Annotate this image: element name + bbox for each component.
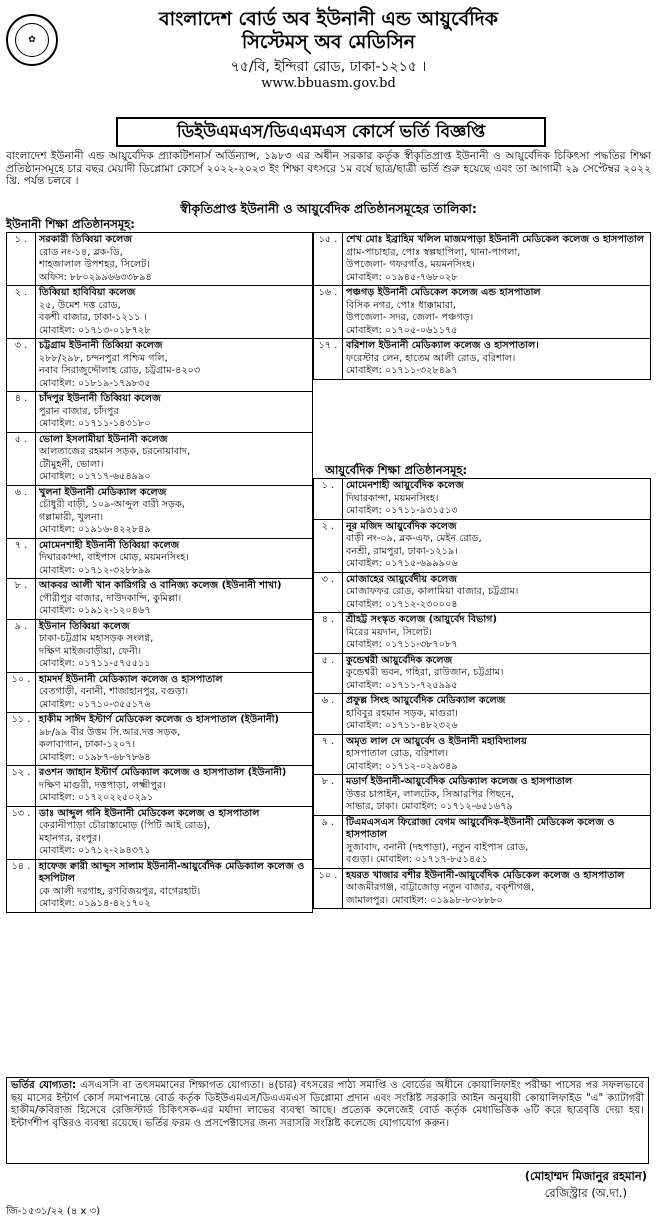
- row-number: ১ .: [314, 479, 343, 520]
- institution-detail: বাড়ী নং-০৯, ব্লক-এফ, মেইন রোড,: [346, 533, 482, 544]
- row-number: ৭ .: [7, 538, 36, 579]
- institution-detail: উত্তর চাপাইন, লালটেক, সিআরপির পিছনে,: [346, 788, 515, 800]
- institution-detail: মোবাইল: ০১৭২০২২৫০২৯১: [39, 792, 154, 803]
- row-number: ৪ .: [314, 613, 343, 654]
- institution-detail: মোবাইল: ০১৭১১-৭২৫৯৯৫: [346, 679, 458, 691]
- table-row: [314, 339, 651, 380]
- institution-name: প্রফুল্ল সিংহ আয়ুর্বেদিক মেডিক্যাল কলেজ: [346, 695, 506, 706]
- table-row: [314, 572, 651, 613]
- row-number: ৬ .: [314, 694, 343, 735]
- table-row: [7, 859, 313, 912]
- unani-section-title: ইউনানী শিক্ষা প্রতিষ্ঠানসমূহ:: [6, 217, 135, 231]
- row-number: ১০ .: [7, 672, 36, 713]
- institution-detail: মোবাইল: ০১৮১৯-১৭৯৮৩৫: [39, 377, 151, 389]
- table-row: [314, 694, 651, 735]
- row-number: ১৭ .: [314, 339, 343, 380]
- org-name-line2: সিস্টেমস্ অব মেডিসিন: [241, 31, 416, 53]
- institution-cell: [343, 339, 651, 380]
- institution-detail: মোজাফফর রোড, কালামিয়া বাজার, চট্টগ্রাম।: [346, 586, 519, 597]
- institution-detail: আলতাজের রহমান সড়ক, চরনোয়াবাদ,: [39, 446, 191, 457]
- institution-name: মোজাহের আয়ুর্বেদীয় কলেজ: [346, 573, 458, 585]
- institution-name: মোমেনশাহী ইউনানী তিব্বিয়া কলেজ: [39, 539, 180, 551]
- institution-detail: মোবাইল: ০১৭১২-৩২৮৮৯৯: [39, 564, 151, 576]
- institution-cell: [36, 286, 313, 339]
- table-row: [7, 485, 313, 538]
- row-number: ১১ .: [7, 713, 36, 766]
- institution-detail: ঢাকা-চট্টগ্রাম মহাসড়ক সংলগ্ন,: [39, 633, 154, 644]
- row-number: ৮ .: [314, 775, 343, 816]
- institution-detail: মোবাইল: ০১৭১২-০২৯৩৪৯: [346, 760, 458, 772]
- table-row: [314, 613, 651, 654]
- institution-detail: টৌমুহনী, ভোলা।: [39, 458, 104, 470]
- institution-detail: দক্ষিণ মাইজবাড়ীয়া, ফেনী।: [39, 645, 142, 657]
- org-address: ৭৫/বি, ইন্দিরা রোড, ঢাকা-১২১৫ ।: [230, 59, 427, 75]
- table-row: [7, 233, 313, 286]
- table-row: [314, 479, 651, 520]
- unani-table-left: [6, 232, 313, 913]
- institution-detail: মোবাইল: ০১৭১৩-০১৮৭২৮: [39, 324, 151, 336]
- row-number: ১৪ .: [7, 859, 36, 912]
- institution-name: ইউনান তিব্বিয়া কলেজ: [39, 620, 130, 632]
- institution-name: কুন্ডেশ্বরী আয়ুর্বেদিক কলেজ: [346, 654, 453, 666]
- institution-cell: [343, 479, 651, 520]
- institution-detail: গ্রাম-পাচাহার, পোঃ স্বল্পছাপিলা, থানা-পাগলা,: [346, 246, 521, 258]
- institution-detail: ফরেস্টার লেন, হাতেম আলী রোড, বরিশাল।: [346, 352, 516, 364]
- table-row: [314, 653, 651, 694]
- institution-detail: অফিস: ৮৮০২৯৯৬৬৩৩৮৯৪: [39, 271, 152, 283]
- signatory-name: (মোহাম্মদ মিজানুর রহমান): [524, 1169, 647, 1183]
- table-row: [7, 286, 313, 339]
- seal-emblem: ✿: [15, 23, 49, 57]
- row-number: ১০ .: [314, 868, 343, 909]
- institution-name: সরকারী তিব্বিয়া কলেজ: [39, 234, 133, 245]
- row-number: ৫ .: [314, 653, 343, 694]
- table-row: [7, 579, 313, 620]
- institution-cell: [36, 233, 313, 286]
- intro-paragraph: বাংলাদেশ ইউনানী এন্ড আয়ুর্বেদিক প্র্যাকটিশনার্স অর্ডিন্যান্স, ১৯৮৩ এর অধীন সরকার কর্তৃক স্বীকৃতিপ্রাপ্ত ইউনানী ও আয়ুর্বেদিক চিকিৎসা পদ্ধতির শিক্ষা প্রতিষ্ঠানসমূহে চার বছর মেয়াদী ডিপ্লোমা কোর্সে ২০২২-২০২৩ ইং শিক্ষা বৎসরে ১ম বর্ষে ছাত্র/ছাত্রী ভর্তি শুরু হয়েছে এবং তা আগামী ২৯ সেপ্টেম্বর ২০২২ খ্রি. পর্যন্ত চলবে ।: [6, 150, 651, 188]
- institution-detail: উপজেলা- গফরগাঁও, ময়মনসিংহ।: [346, 259, 475, 270]
- institution-cell: [343, 286, 651, 339]
- institution-detail: বকশী বাজার, ঢাকা-১২১১ ।: [39, 312, 147, 323]
- institution-cell: [343, 653, 651, 694]
- institution-cell: [36, 766, 313, 807]
- table-row: [314, 519, 651, 572]
- institution-detail: বিসিক নগর, পোঃ ধাক্কামারা,: [346, 299, 456, 311]
- table-row: [7, 619, 313, 672]
- table-row: [7, 339, 313, 392]
- institution-cell: [36, 619, 313, 672]
- row-number: ৫ .: [7, 432, 36, 485]
- institution-detail: সুজাবাদ, বনানী (দহপাড়া), নতুন বাইপাস রোড,: [346, 841, 529, 853]
- institution-detail: মোবাইল: ০১৭০৫-০৬১১৭৫: [346, 324, 458, 336]
- institution-cell: [36, 485, 313, 538]
- institution-detail: নবাব সিরাজুদ্দৌলাহ রোড, চট্টগ্রাম-৪২০৩: [39, 365, 201, 376]
- institution-detail: মিরের ময়দান, সিলেট।: [346, 626, 432, 638]
- institution-name: পঞ্চগড় ইউনানী মেডিকেল কলেজ এন্ড হাসপাতাল: [346, 287, 541, 298]
- institution-detail: মোবাইল: ০১৭১৭-৬৫৪৯৯০: [39, 471, 151, 482]
- institution-name: তিব্বিয়া হাবিবিয়া কলেজ: [39, 287, 136, 298]
- table-row: [7, 432, 313, 485]
- institution-cell: [36, 432, 313, 485]
- institution-detail: মোবাইল: ০১৯৮৭-৬৮৭৮৬৪: [39, 751, 151, 763]
- institution-detail: মহানগর, রংপুর।: [39, 832, 101, 844]
- institution-cell: [36, 339, 313, 392]
- institution-name: চাঁদপুর ইউনানী তিব্বিয়া কলেজ: [39, 393, 161, 404]
- institution-cell: [36, 859, 313, 912]
- org-website: www.bbuasm.gov.bd: [261, 76, 396, 91]
- institution-detail: চৌধুরী বাড়ী, ১০৯-আব্দুল বারী সড়ক,: [39, 499, 185, 510]
- institution-detail: বেতগাড়ী, বনানী, শাজাহানপুর, বগুড়া।: [39, 686, 189, 697]
- row-number: ৩ .: [7, 339, 36, 392]
- table-row: [7, 806, 313, 859]
- institution-detail: বনশ্রী, রামপুরা, ঢাকা-১২১৯।: [346, 545, 458, 557]
- institution-detail: মোবাইল: ০১৭১২-২৯৪৩৭১: [39, 845, 151, 856]
- row-number: ১৫ .: [314, 233, 343, 286]
- org-name-line1: বাংলাদেশ বোর্ড অব ইউনানী এন্ড আয়ুর্বেদিক: [159, 8, 498, 30]
- header: [0, 8, 657, 92]
- notice-title: ডিইউএমএস/ডিএএমএস কোর্সে ভর্তি বিজ্ঞপ্তি: [116, 117, 546, 147]
- institution-detail: ৯৮/৯৯ বীর উত্তম সি.আর.দত্ত সড়ক,: [39, 726, 181, 738]
- institution-cell: [36, 713, 313, 766]
- institution-detail: মোবাইল: ০১৯৪৫-৭৬৮০২৮: [346, 271, 458, 283]
- institution-detail: কে আলী দরগাহ, রণবিজয়পুর, বাগেরহাট।: [39, 885, 201, 897]
- institution-name: হামদর্দ ইউনানী মেডিক্যাল কলেজ ও হাসপাতাল: [39, 673, 223, 685]
- row-number: ৪ .: [7, 392, 36, 433]
- institution-cell: [343, 775, 651, 816]
- eligibility-text: এসএসসি বা তৎসমমানের শিক্ষাগত যোগ্যতা।: [80, 1080, 265, 1091]
- institution-cell: [343, 868, 651, 909]
- institution-cell: [343, 233, 651, 286]
- institution-name: টিএমএসএস ফিরোজা বেগম আয়ুর্বেদিক-ইউনানী মেডিকেল কলেজ ও হাসপাতাল: [346, 816, 615, 840]
- institution-cell: [36, 392, 313, 433]
- institution-detail: বগুড়া। মোবাইল: ০১৭১৭-৮৫১৪৫১: [346, 854, 488, 865]
- institution-detail: আজমীরগঞ্জ, বাট্টাজোড় নতুন বাজার, বক্শীগঞ্জ,: [346, 882, 535, 893]
- signature-block: [525, 1168, 647, 1202]
- institution-cell: [36, 806, 313, 859]
- institution-name: খুলনা ইউনানী মেডিক্যাল কলেজ: [39, 486, 167, 498]
- signatory-title: রেজিস্ট্রার (অ.দা.): [544, 1186, 627, 1200]
- unani-table-right: [313, 232, 651, 380]
- row-number: ৯ .: [7, 619, 36, 672]
- institution-name: মডার্ণ ইউনানী-আয়ুর্বেদিক মেডিক্যাল কলেজ ও হাসপাতাল: [346, 776, 573, 787]
- institution-cell: [343, 572, 651, 613]
- institution-detail: শাহজালাল উপশহর, সিলেট।: [39, 259, 150, 270]
- table-row: [314, 286, 651, 339]
- institution-detail: দক্ষিণ মাগুরী, দত্তপাড়া, লক্ষ্মীপুর।: [39, 779, 166, 791]
- institution-detail: কেরানীপাড়া চৌরাস্তামোড় (পিটি আই রোড),: [39, 820, 211, 831]
- row-number: ৯ .: [314, 815, 343, 868]
- institution-detail: মোবাইল: ০১৭১১-৪৮২৩২৬: [346, 720, 458, 731]
- institution-detail: উপজেলা- সদর, জেলা- পঞ্চগড়।: [346, 312, 474, 323]
- row-number: ১ .: [7, 233, 36, 286]
- institution-detail: মোবাইল: ০১৭১১-৫৭৫৫১১: [39, 658, 151, 669]
- table-row: [314, 868, 651, 909]
- table-row: [7, 392, 313, 433]
- institution-cell: [343, 815, 651, 868]
- row-number: ২ .: [314, 519, 343, 572]
- row-number: ৬ .: [7, 485, 36, 538]
- institution-name: আকবর আলী খান কারিগরি ও বানিজ্য কলেজ (ইউনানী শাখা): [39, 580, 282, 591]
- institution-detail: মোবাইল: ০১৯১২-১২০৪৬৭: [39, 605, 151, 616]
- institution-name: বরিশাল ইউনানী মেডিক্যাল কলেজ ও হাসপাতাল।: [346, 340, 539, 351]
- institution-detail: দিঘারকান্দা, বাইপাস মোড়, ময়মনসিংহ।: [39, 552, 189, 563]
- institution-name: শেখ মোঃ ইব্রাহিম খলিল মাজমপাড়া ইউনানী মেডিকেল কলেজ ও হাসপাতাল: [346, 234, 645, 245]
- institution-detail: হাবিবুর রহমান সড়ক, মাগুরা।: [346, 707, 458, 719]
- institution-detail: সাভার, ঢাকা। মোবাইল: ০১৭১২-৬৫১৬৭৯: [346, 801, 513, 812]
- table-row: [314, 815, 651, 868]
- institution-detail: রোড নং-১৪, ব্লক-ডি,: [39, 246, 123, 258]
- institution-detail: জামালপুর। মোবাইল: ০১৯৯৮-৮০৮৮৮০: [346, 894, 503, 906]
- institution-name: নূর মজিদ আয়ুর্বেদিক কলেজ: [346, 520, 457, 532]
- institution-cell: [36, 538, 313, 579]
- institution-name: ভোলা ইসলামীয়া ইউনানী কলেজ: [39, 433, 168, 445]
- institution-detail: মোবাইল: ০১৭১৫-৬৯৯৯০৬: [346, 558, 458, 569]
- institution-detail: গল্লামারী, খুলনা।: [39, 511, 104, 523]
- institution-detail: মোবাইল: ০১৭১২-২৩০০০৪: [346, 598, 458, 610]
- institution-detail: কলাবাগান, ঢাকা-১২০৭।: [39, 739, 136, 750]
- institution-detail: মোবাইল: ০১৯১৪-৪২১৭০২: [39, 898, 151, 909]
- institution-name: অমৃত লাল দে আয়ুর্বেদ ও ইউনানী মহাবিদ্যালয়: [346, 735, 527, 747]
- institution-name: মোমেনশাহী আয়ুর্বেদিক কলেজ: [346, 480, 464, 491]
- institution-detail: মোবাইল: ০১৭১১-৩২৮৪৯৭: [346, 365, 458, 376]
- eligibility-label: ভর্তির যোগ্যতা:: [11, 1080, 77, 1091]
- institution-name: ডাঃ আব্দুল গনি ইউনানী মেডিকেল কলেজ ও হাসপাতাল: [39, 807, 260, 819]
- institution-name: চট্টগ্রাম ইউনানী তিব্বিয়া কলেজ: [39, 340, 163, 351]
- table-row: [314, 775, 651, 816]
- institution-detail: ২৫, উমেশ দত্ত রোড,: [39, 299, 121, 311]
- institution-name: রওশন জাহান ইস্টার্ণ মেডিক্যাল কলেজ ও হাসপাতাল (ইউনানী): [39, 767, 287, 778]
- institution-detail: মোবাইল: ০১৭১১-৯৩১৫১৩: [346, 505, 458, 516]
- institution-detail: গৌরীপুর বাজার, দাউদকান্দি, কুমিল্লা।: [39, 592, 182, 604]
- table-row: [7, 713, 313, 766]
- eligibility-box: [6, 1077, 649, 1164]
- table-row: [314, 233, 651, 286]
- table-row: [7, 672, 313, 713]
- institution-name: শ্রীহট্ট সংস্কৃত কলেজ (আয়ুর্বেদ বিভাগ): [346, 614, 497, 625]
- eligibility-body: ৪(চার) বৎসরের পাঠ্য সমাপ্তি ও বোর্ডের অধীনে কোয়ালিফাইং পরীক্ষা পাসের পর সফলভাবে ছয় মাসের ইন্টার্ণ কোর্স সমাপনান্তে বোর্ড কর্তৃক ডিইউএমএস/ডিএএমএস ডিপ্লোমা প্রদান এবং সংশ্লিষ্ট সরকারি আইন অনুযায়ী কোয়ালিফাইড "এ" ক্যাটাগরী হাকীম/কবিরাজ হিসেবে রেজিস্টার্ড চিকিৎসক-এর মর্যাদা লাভের ব্যবস্থা আছে। প্রত্যেক কলেজেই বোর্ড কর্তৃক মেধাভিত্তিক ৬টি করে ছাত্রবৃত্তি দেয়া হয়। ইন্টার্ণশীপ বৃত্তিরও ব্যবস্থা রয়েছে। ভর্তির ফরম ও প্রসপেক্টাসের জন্য সরাসরি সংশ্লিষ্ট কলেজে যোগাযোগ করুন।: [11, 1080, 644, 1130]
- table-row: [7, 538, 313, 579]
- row-number: ১৬ .: [314, 286, 343, 339]
- row-number: ৮ .: [7, 579, 36, 620]
- institution-detail: মোবাইল: ০১৭১০-৩৫৫১৭৬: [39, 698, 151, 710]
- institution-name: হযরত খাজার বশীর ইউনানী-আয়ুর্বেদিক মেডিকেল কলেজ ও হাসপাতাল: [346, 869, 625, 881]
- institution-cell: [343, 613, 651, 654]
- institution-detail: মোবাইল: ০১৯১৬-৪২২৮৪৯: [39, 524, 151, 535]
- institution-detail: পুরান বাজার, চাঁদপুর: [39, 405, 119, 417]
- row-number: ২ .: [7, 286, 36, 339]
- institution-cell: [343, 734, 651, 775]
- ayurvedic-section-title: আয়ুর্বেদিক শিক্ষা প্রতিষ্ঠানসমূহ:: [325, 463, 468, 477]
- institution-name: হাফেজ ক্বারী আব্দুস সালাম ইউনানী-আয়ুর্বেদিক মেডিক্যাল কলেজ ও হসপিটাল: [39, 860, 305, 884]
- row-number: ৩ .: [314, 572, 343, 613]
- ayurvedic-table: [313, 478, 651, 909]
- institution-cell: [343, 694, 651, 735]
- institution-list-title: স্বীকৃতিপ্রাপ্ত ইউনানী ও আয়ুর্বেদিক প্রতিষ্ঠানসমূহের তালিকা:: [180, 201, 477, 216]
- row-number: ১২ .: [7, 766, 36, 807]
- institution-detail: ২৮৮/২৯৮, চন্দনপুরা পশ্চিম গলি,: [39, 352, 168, 364]
- row-number: ৭ .: [314, 734, 343, 775]
- reference-code: জি-১৫৩১/২২ (৪ x ৩): [6, 1206, 101, 1217]
- institution-detail: মোবাইল: ০১৭১১-৩৮৭০৮৭: [346, 639, 458, 650]
- institution-cell: [36, 672, 313, 713]
- institution-detail: কুন্ডেশ্বরী ভবন, গহিরা, রাউজান, চট্টগ্রাম।: [346, 667, 504, 678]
- table-row: [7, 766, 313, 807]
- institution-cell: [36, 579, 313, 620]
- institution-detail: হাসপাতাল রোড, বরিশাল।: [346, 748, 449, 759]
- institution-name: হাকীম সাঈদ ইস্টার্ণ মেডিকেল কলেজ ও হাসপাতাল (ইউনানী): [39, 714, 279, 725]
- institution-cell: [343, 519, 651, 572]
- table-row: [314, 734, 651, 775]
- row-number: ১৩ .: [7, 806, 36, 859]
- institution-detail: মোবাইল: ০১৭১১-১৪৩১৮০: [39, 418, 151, 429]
- institution-detail: দিঘারকান্দা, ময়মনসিংহ।: [346, 492, 439, 504]
